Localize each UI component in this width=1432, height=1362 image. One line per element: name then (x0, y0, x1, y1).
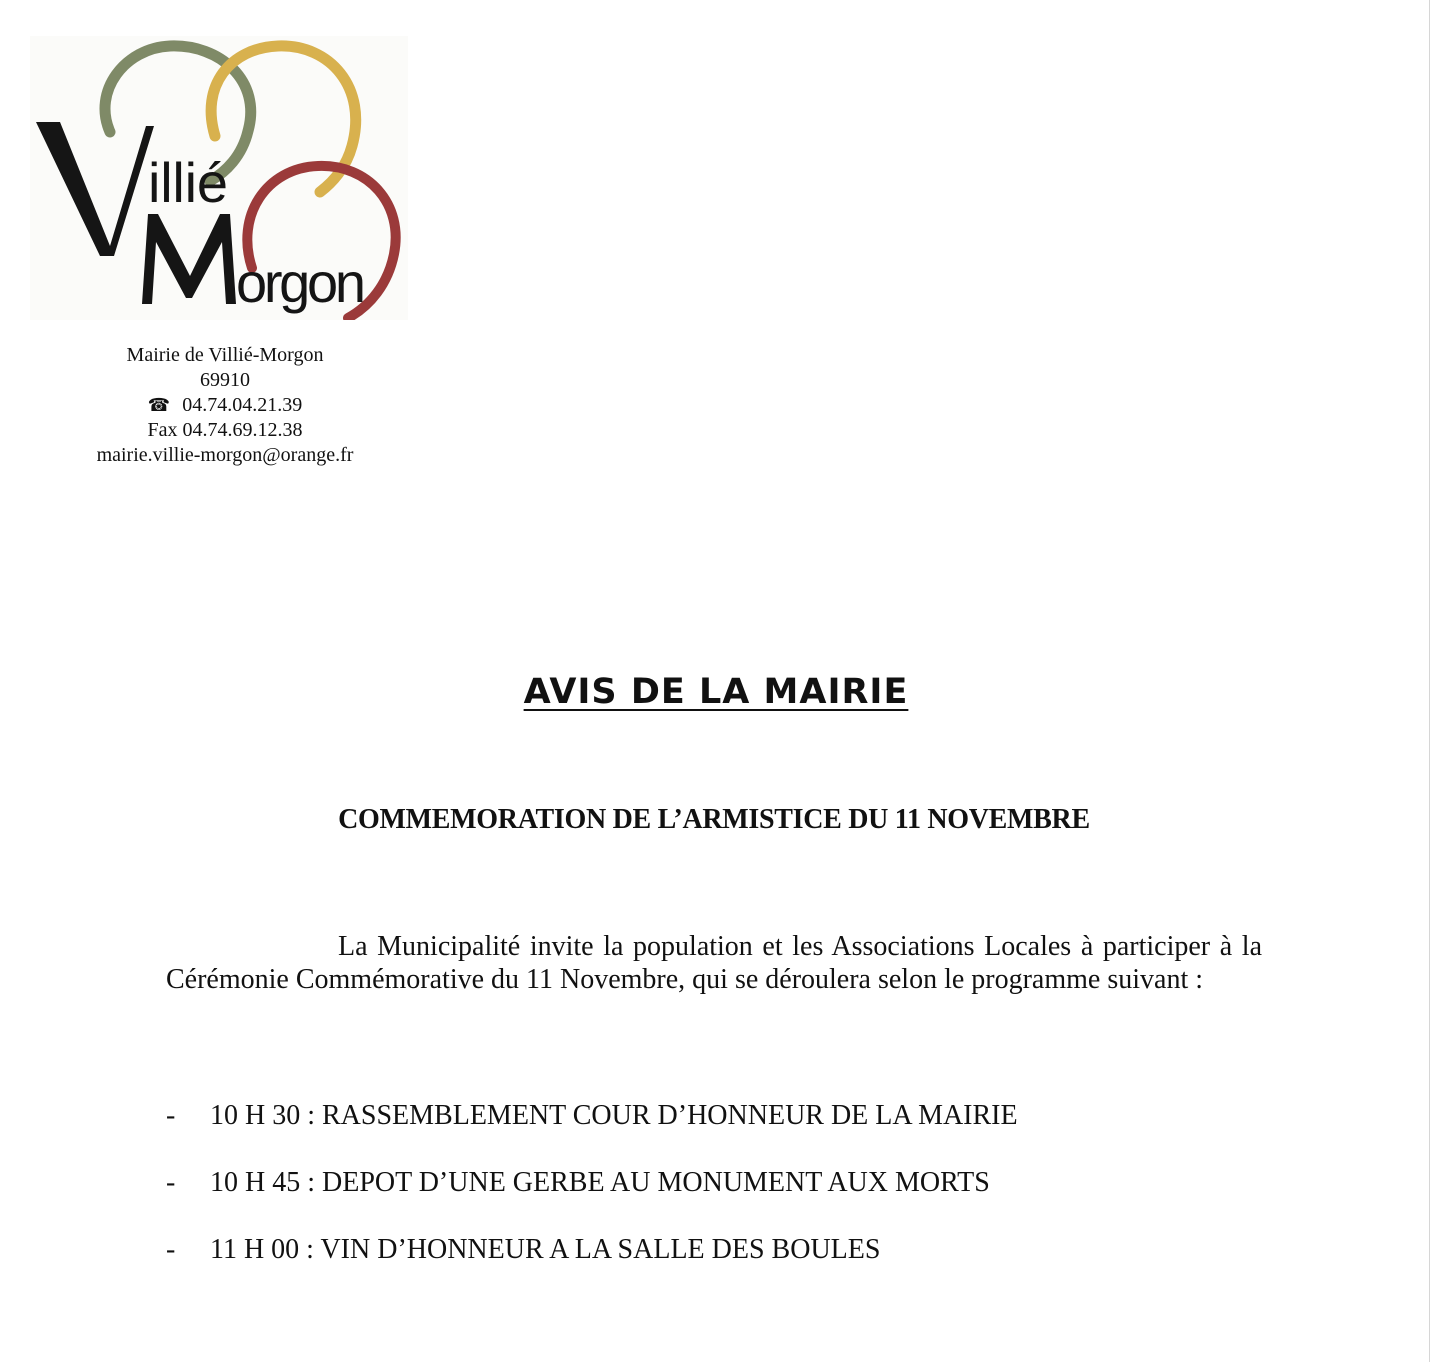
notice-intro: La Municipalité invite la population et les Associations Locales à participer à la Cérémonie Commémorative du 11 Novembre, qui se déroulera selon le programme suivant : (166, 931, 1262, 995)
program-bullet: - (166, 1234, 176, 1265)
program-item (166, 1163, 1266, 1230)
logo-graphic (30, 36, 408, 320)
mairie-postcode: 69910 (200, 369, 250, 391)
logo-text-orgon: orgon (236, 251, 366, 314)
mairie-email[interactable]: mairie.villie-morgon@orange.fr (96, 444, 354, 466)
mairie-phone-line (70, 393, 380, 418)
program-item-text: 10 H 45 : DEPOT D’UNE GERBE AU MONUMENT AUX MORTS (210, 1167, 990, 1198)
notice-subtitle: COMMEMORATION DE L’ARMISTICE DU 11 NOVEMBRE (338, 804, 1090, 835)
telephone-icon: ☎ (147, 395, 171, 416)
notice-title (0, 672, 1432, 712)
program-item-text: 10 H 30 : RASSEMBLEMENT COUR D’HONNEUR DE LA MAIRIE (210, 1100, 1018, 1131)
mairie-phone[interactable]: 04.74.04.21.39 (182, 394, 303, 416)
program-list (166, 1096, 1266, 1297)
logo-letter-m (142, 214, 236, 304)
logo-letter-v (36, 122, 154, 256)
program-bullet: - (166, 1167, 176, 1198)
logo-text-illie: illié (148, 151, 228, 214)
mairie-name: Mairie de Villié-Morgon (126, 344, 324, 366)
program-item (166, 1096, 1266, 1163)
program-bullet: - (166, 1100, 176, 1131)
notice-title-text: AVIS DE LA MAIRIE (523, 672, 909, 712)
program-item-text: 11 H 00 : VIN D’HONNEUR A LA SALLE DES BOULES (210, 1234, 881, 1265)
villie-morgon-logo (30, 36, 408, 320)
mairie-contact-block (70, 343, 380, 468)
program-item (166, 1230, 1266, 1297)
mairie-fax: Fax 04.74.69.12.38 (147, 419, 303, 441)
